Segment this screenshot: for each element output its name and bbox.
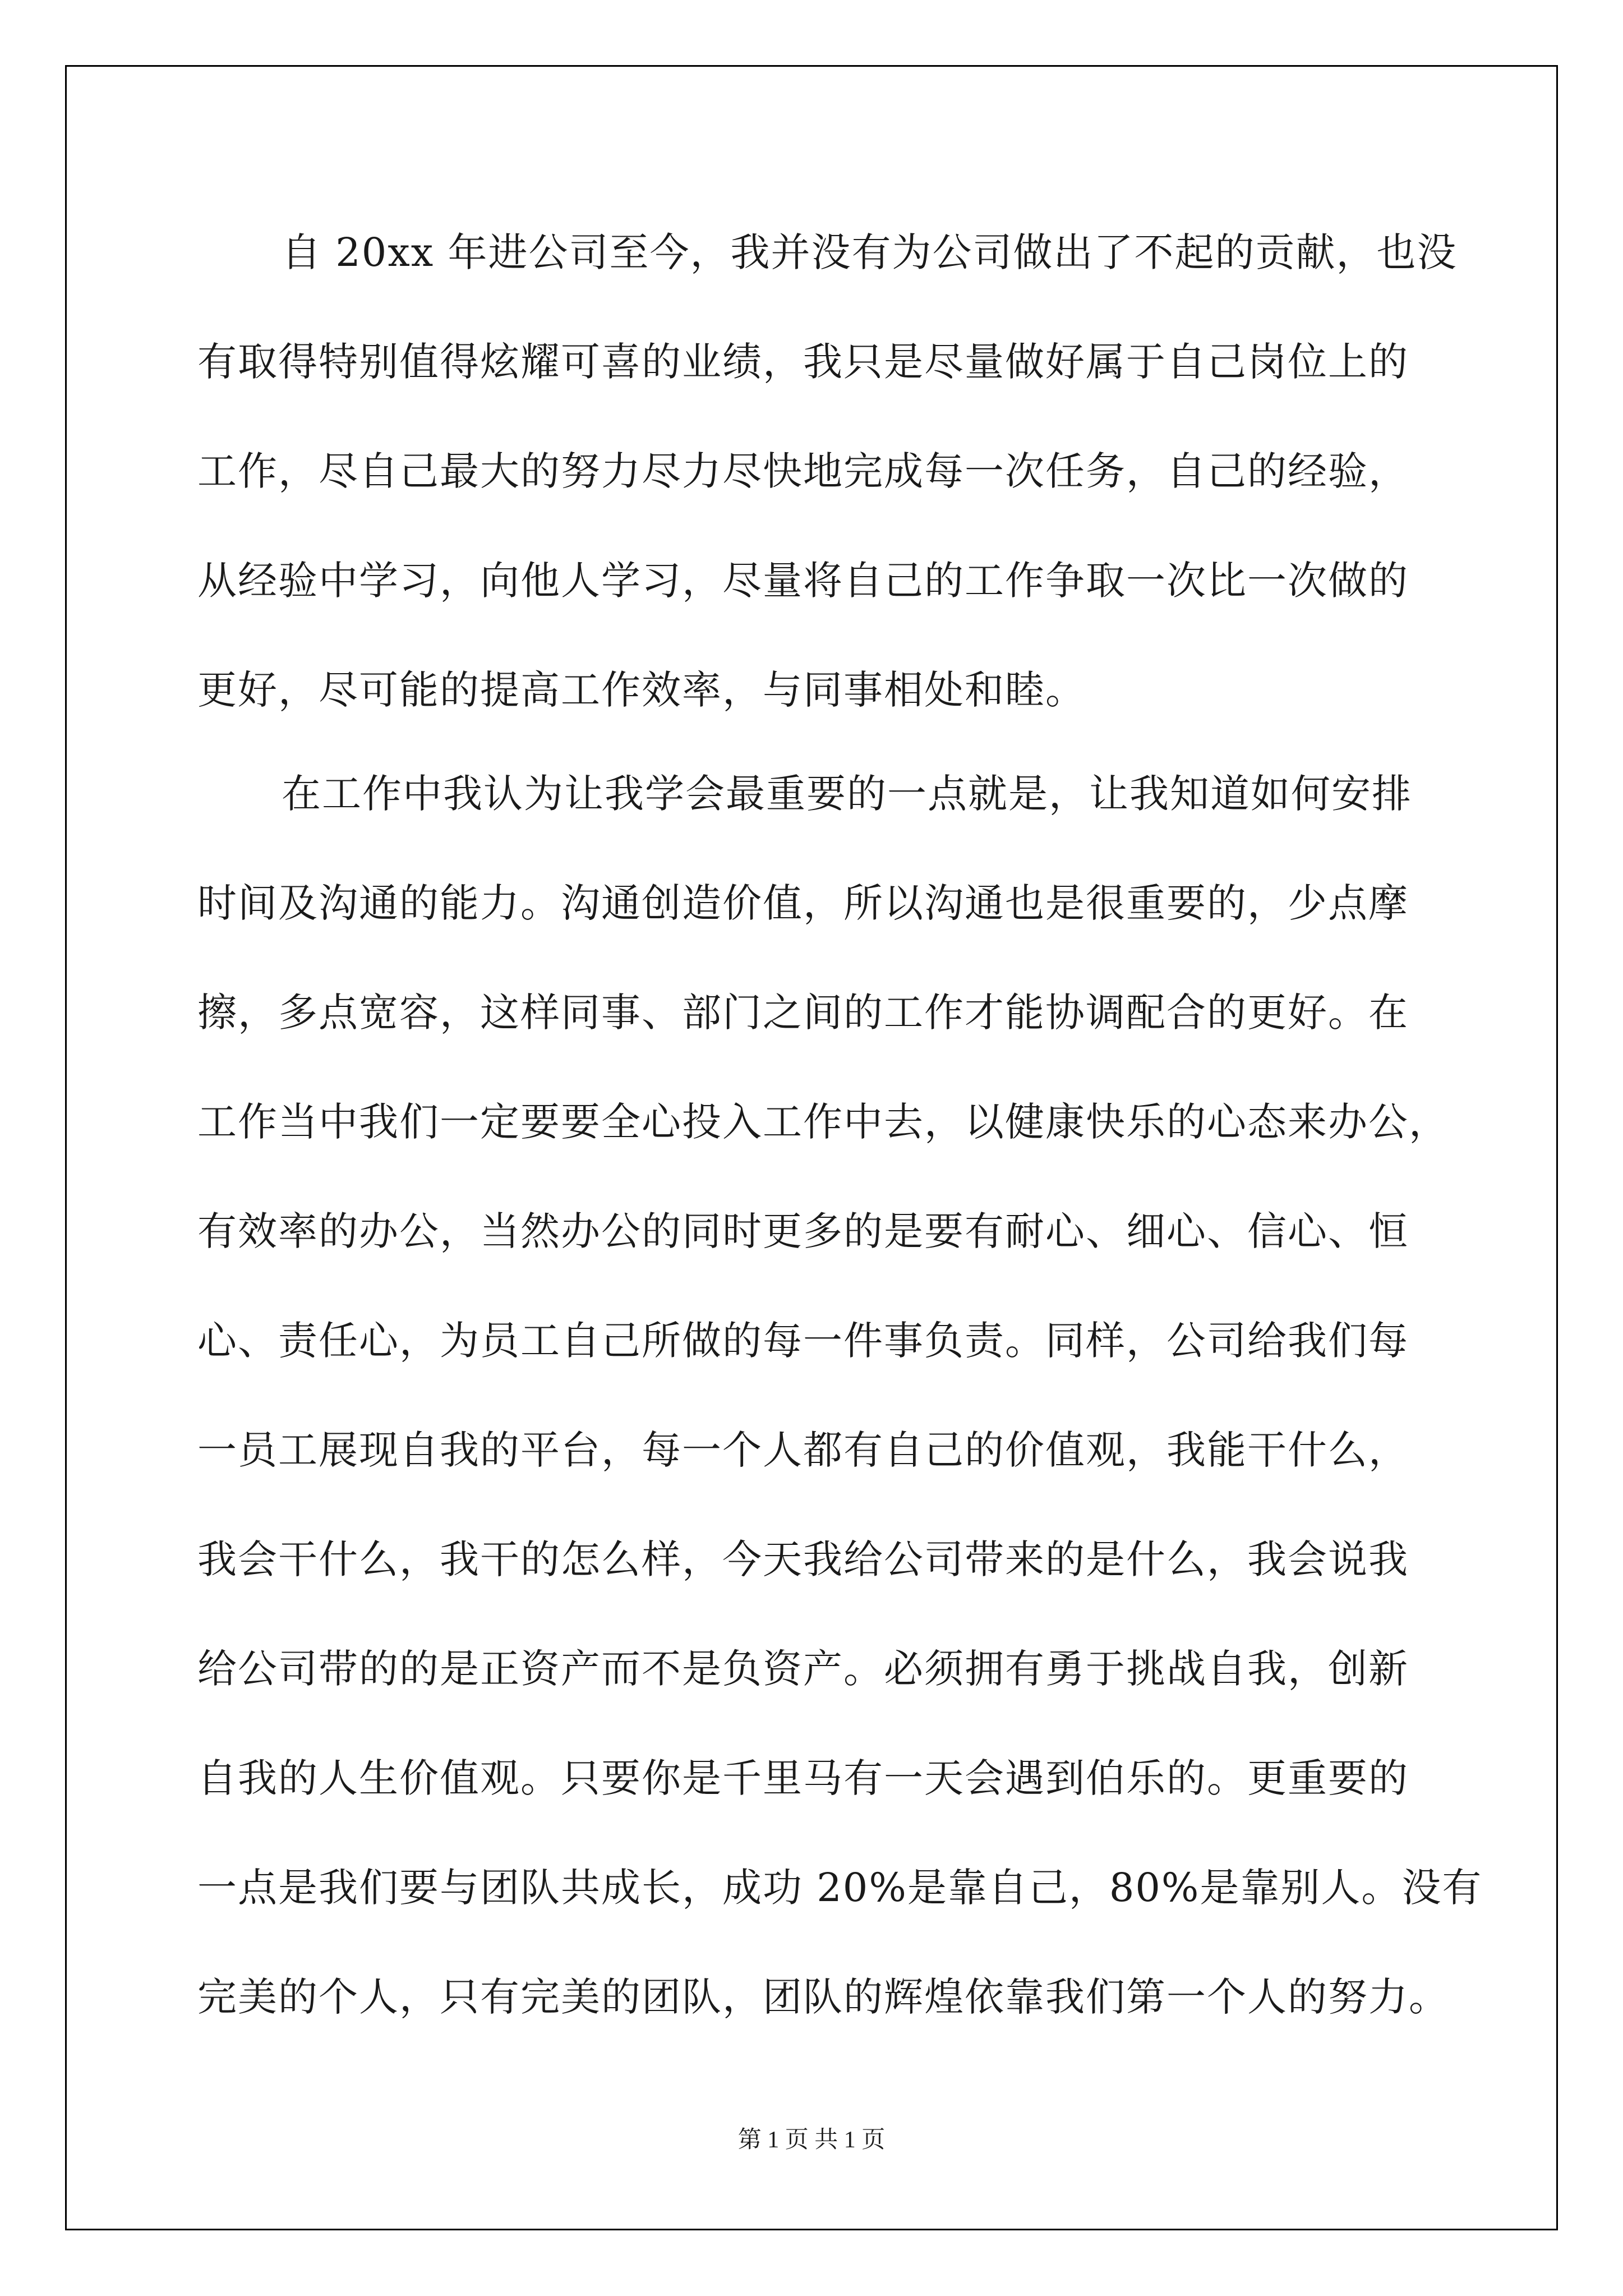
paragraph-1-line-5: 更好，尽可能的提高工作效率，与同事相处和睦。	[197, 667, 1086, 713]
paragraph-2-line-7: 一员工展现自我的平台，每一个人都有自己的价值观，我能干什么，	[197, 1427, 1409, 1473]
paragraph-1-line-1: 自 20xx 年进公司至今，我并没有为公司做出了不起的贡献，也没	[282, 229, 1458, 275]
paragraph-1-line-2: 有取得特别值得炫耀可喜的业绩，我只是尽量做好属于自己岗位上的	[197, 339, 1409, 385]
paragraph-2-line-8: 我会干什么，我干的怎么样，今天我给公司带来的是什么，我会说我	[197, 1536, 1409, 1582]
paragraph-2-line-9: 给公司带的的是正资产而不是负资产。必须拥有勇于挑战自我，创新	[197, 1646, 1409, 1692]
paragraph-2-line-3: 擦，多点宽容，这样同事、部门之间的工作才能协调配合的更好。在	[197, 990, 1409, 1036]
paragraph-1-line-3: 工作，尽自己最大的努力尽力尽快地完成每一次任务，自己的经验，	[197, 448, 1409, 494]
paragraph-1-line-4: 从经验中学习，向他人学习，尽量将自己的工作争取一次比一次做的	[197, 558, 1409, 604]
page-footer: 第 1 页 共 1 页	[737, 2127, 886, 2153]
paragraph-2-line-10: 自我的人生价值观。只要你是千里马有一天会遇到伯乐的。更重要的	[197, 1755, 1409, 1801]
paragraph-2-line-11: 一点是我们要与团队共成长，成功 20%是靠自己，80%是靠别人。没有	[197, 1865, 1483, 1911]
paragraph-2-line-12: 完美的个人，只有完美的团队，团队的辉煌依靠我们第一个人的努力。	[197, 1974, 1449, 2020]
paragraph-2-line-4: 工作当中我们一定要要全心投入工作中去，以健康快乐的心态来办公，	[197, 1099, 1449, 1145]
paragraph-2-line-2: 时间及沟通的能力。沟通创造价值，所以沟通也是很重要的，少点摩	[197, 880, 1409, 926]
paragraph-2-line-5: 有效率的办公，当然办公的同时更多的是要有耐心、细心、信心、恒	[197, 1208, 1409, 1254]
paragraph-2-line-6: 心、责任心，为员工自己所做的每一件事负责。同样，公司给我们每	[197, 1318, 1409, 1364]
paragraph-2-line-1: 在工作中我认为让我学会最重要的一点就是，让我知道如何安排	[282, 771, 1412, 817]
